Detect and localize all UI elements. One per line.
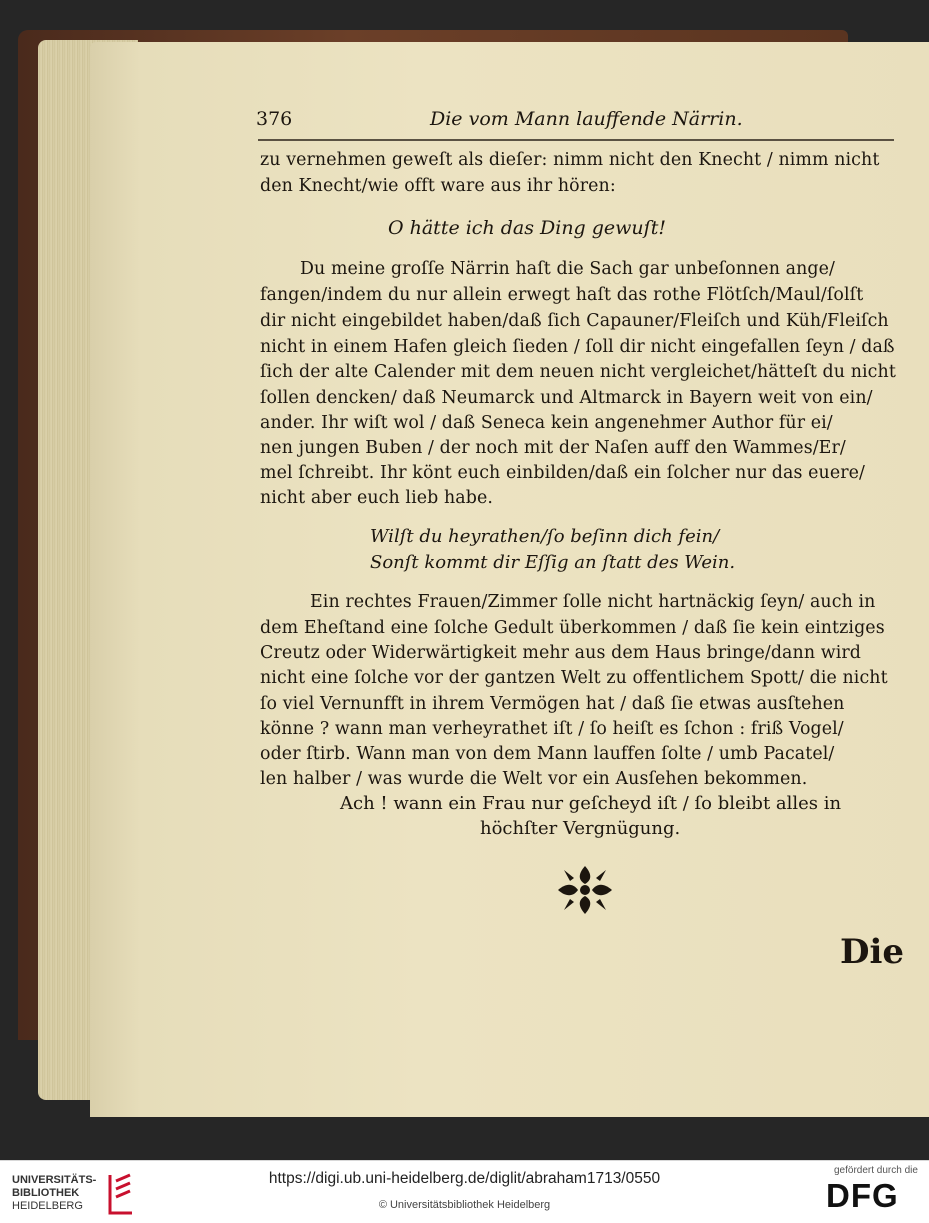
text-line: fangen/indem du nur allein erwegt haſt das rothe Flötſch/Maul/ſolſt: [260, 285, 864, 305]
printer-ornament-icon: [556, 864, 614, 916]
page-number: 376: [256, 108, 293, 130]
text-line: oder ſtirb. Wann man von dem Mann lauffen ſolte / umb Pacatel/: [260, 744, 835, 764]
text-line: dir nicht eingebildet haben/daß ſich Capauner/Fleiſch und Küh/Fleiſch: [260, 311, 889, 331]
text-line: Creutz oder Widerwärtigkeit mehr aus dem Haus bringe/dann wird: [260, 643, 862, 663]
text-line: nicht aber euch lieb habe.: [260, 488, 494, 508]
text-line: ſo viel Vernunfft in ihrem Vermögen hat / daß ſie etwas ausſtehen: [260, 694, 845, 714]
running-head: Die vom Mann lauffende Närrin.: [430, 108, 743, 130]
text-line: den Knecht/wie offt ware aus ihr hören:: [260, 176, 616, 196]
text-line: Du meine groſſe Närrin haſt die Sach gar unbeſonnen ange/: [300, 259, 835, 279]
verse-line: Sonſt kommt dir Eſſig an ſtatt des Wein.: [370, 552, 736, 573]
text-line: nicht eine ſolche vor der gantzen Welt zu offentlichem Spott/ die nicht: [260, 668, 888, 688]
text-line: zu vernehmen geweſt als dieſer: nimm nicht den Knecht / nimm nicht: [260, 150, 880, 170]
text-line: len halber / was wurde die Welt vor ein Ausſehen bekommen.: [260, 769, 808, 789]
library-name-line: UNIVERSITÄTS-: [12, 1174, 97, 1186]
verse-line: Wilſt du heyrathen/ſo beſinn dich fein/: [370, 526, 720, 547]
text-line: dem Eheſtand eine ſolche Gedult überkommen / daß ſie kein eintziges: [260, 618, 885, 638]
copyright-text: © Universitätsbibliothek Heidelberg: [378, 1199, 551, 1211]
library-name-line: HEIDELBERG: [12, 1200, 83, 1212]
text-line: nen jungen Buben / der noch mit der Naſen auff den Wammes/Er/: [260, 438, 846, 458]
header-rule: [258, 139, 894, 141]
dfg-logo[interactable]: DFG: [826, 1177, 899, 1214]
page-sheet: [90, 42, 929, 1117]
closing-line: Ach ! wann ein Frau nur geſcheyd iſt / ſo bleibt alles in: [340, 793, 842, 814]
text-line: Ein rechtes Frauen/Zimmer ſolle nicht hartnäckig ſeyn/ auch in: [310, 592, 876, 612]
viewer-footer: [0, 1160, 929, 1223]
closing-line: höchſter Vergnügung.: [480, 818, 681, 839]
text-line: ſich der alte Calender mit dem neuen nicht vergleichet/hätteſt du nicht: [260, 362, 896, 382]
text-line: mel ſchreibt. Ihr könt euch einbilden/daß ein ſolcher nur das euere/: [260, 463, 865, 483]
exclamation-line: O hätte ich das Ding gewuſt!: [388, 217, 666, 239]
funding-note: gefördert durch die: [834, 1165, 918, 1176]
library-name-line: BIBLIOTHEK: [12, 1187, 80, 1199]
text-line: könne ? wann man verheyrathet iſt / ſo heiſt es ſchon : friß Vogel/: [260, 719, 844, 739]
text-line: nicht in einem Hafen gleich ſieden / ſoll dir nicht eingefallen ſeyn / daß: [260, 337, 895, 357]
permalink-url[interactable]: https://digi.ub.uni-heidelberg.de/diglit/abraham1713/0550: [268, 1170, 661, 1187]
text-line: ſollen dencken/ daß Neumarck und Altmarck in Bayern weit von ein/: [260, 388, 873, 408]
text-line: ander. Ihr wiſt wol / daß Seneca kein angenehmer Author für ei/: [260, 413, 833, 433]
catchword: Die: [840, 932, 905, 972]
